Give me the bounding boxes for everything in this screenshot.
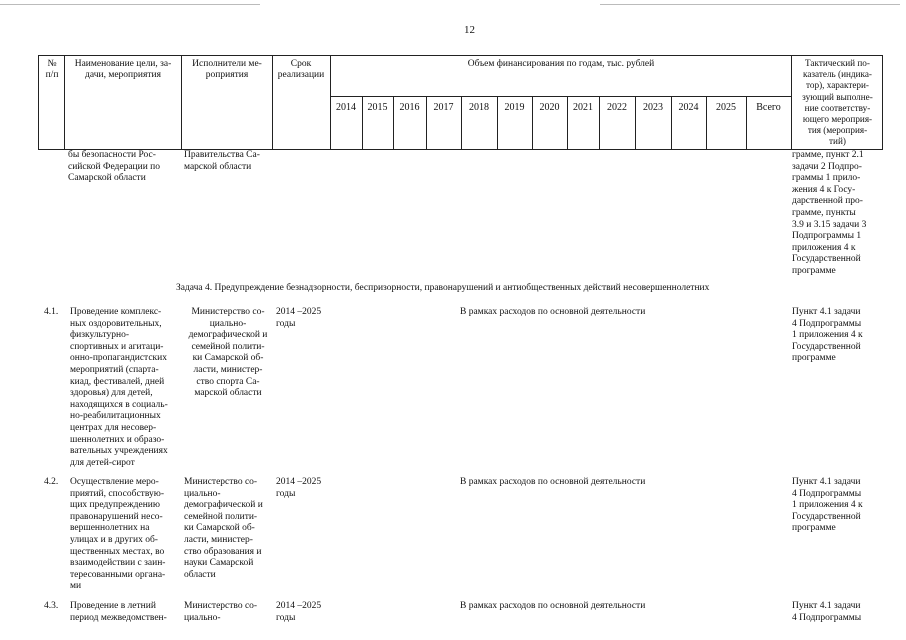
row-executors: Министерство со- циально- демографической и семейной полити- ки Самарской об- ласти, министер- ство спорта Са- марской области: [188, 307, 268, 399]
header-year: 2025: [716, 102, 736, 113]
header-year: 2016: [399, 102, 420, 113]
row-executors: Министерство со- циально- демографической и семейной полити- ки Самарской об- ласти, министер- ство образования и науки Самарской области: [184, 477, 263, 580]
header-year: 2022: [607, 102, 627, 113]
header-year: 2019: [504, 102, 525, 113]
header-year: Всего: [756, 102, 781, 113]
header-year: 2018: [469, 102, 489, 113]
row-indicator: Пункт 4.1 задачи 4 Подпрограммы 1 приложения 4 к Государственной программе: [792, 477, 863, 534]
continuation-name: бы безопасности Рос- сийской Федерации по Самарской области: [68, 150, 161, 184]
row-num: 4.1.: [44, 307, 59, 317]
row-financing: В рамках расходов по основной деятельности: [460, 601, 646, 611]
header-financing: Объем финансирования по годам, тыс. рублей: [467, 59, 655, 69]
scan-artifact: [600, 4, 900, 5]
page-number: 12: [464, 24, 475, 36]
header-executors: Исполнители ме- роприятия: [192, 59, 262, 80]
row-num: 4.3.: [44, 601, 59, 611]
row-term: 2014 –2025 годы: [276, 307, 322, 329]
row-financing: В рамках расходов по основной деятельности: [460, 307, 646, 317]
header-year: 2017: [433, 102, 454, 113]
header-year: 2014: [336, 102, 356, 113]
header-name: Наименование цели, за- дачи, мероприятия: [74, 59, 172, 80]
header-table: [38, 55, 883, 150]
header-year: 2015: [367, 102, 388, 113]
header-indicator: Тактический по- казатель (индика- тор), характери- зующий выполне- ние соответству- ющего мероприя- тия (мероприя- тий): [802, 58, 873, 147]
header-year: 2021: [573, 102, 593, 113]
header-year: 2023: [643, 102, 663, 113]
row-indicator: Пункт 4.1 задачи 4 Подпрограммы: [792, 601, 862, 623]
continuation-indicator: грамме, пункт 2.1 задачи 2 Подпро- граммы 1 прило- жения 4 к Госу- дарственной про- грамме, пункты 3.9 и 3.15 задачи 3 Подпрограммы 1 приложения 4 к Государственной программе: [792, 150, 867, 276]
header-term: Срок реализации: [277, 59, 325, 80]
row-name: Проведение в летний период межведомствен-: [70, 601, 167, 623]
row-name: Осуществление меро- приятий, способствую- щих предупреждению правонарушений несо- вершеннолетних на улицах и в других об- щественных местах, во взаимодействии с заин- тересованными органа- ми: [70, 477, 166, 592]
row-indicator: Пункт 4.1 задачи 4 Подпрограммы 1 приложения 4 к Государственной программе: [792, 307, 863, 364]
continuation-executors: Правительства Са- марской области: [184, 150, 260, 172]
row-num: 4.2.: [44, 477, 59, 487]
row-term: 2014 –2025 годы: [276, 601, 322, 623]
row-name: Проведение комплекс- ных оздоровительных, физкультурно- спортивных и агитаци- онно-пропагандистских мероприятий (спарта- киад, фестивалей, дней здоровья) для детей, находящихся в социаль- но-реабилитационных центрах для несовер- шеннолетних и образо- вательных учреждениях для детей-сирот: [70, 307, 168, 468]
scan-artifact: [0, 4, 260, 5]
task-title: Задача 4. Предупреждение безнадзорности, беспризорности, правонарушений и антиобщественных действий несовершеннолетних: [176, 283, 710, 293]
row-executors: Министерство со- циально-: [184, 601, 258, 623]
header-year: 2024: [678, 102, 699, 113]
header-year: 2020: [539, 102, 560, 113]
header-num: № п/п: [45, 59, 59, 80]
row-term: 2014 –2025 годы: [276, 477, 322, 499]
row-financing: В рамках расходов по основной деятельности: [460, 477, 646, 487]
